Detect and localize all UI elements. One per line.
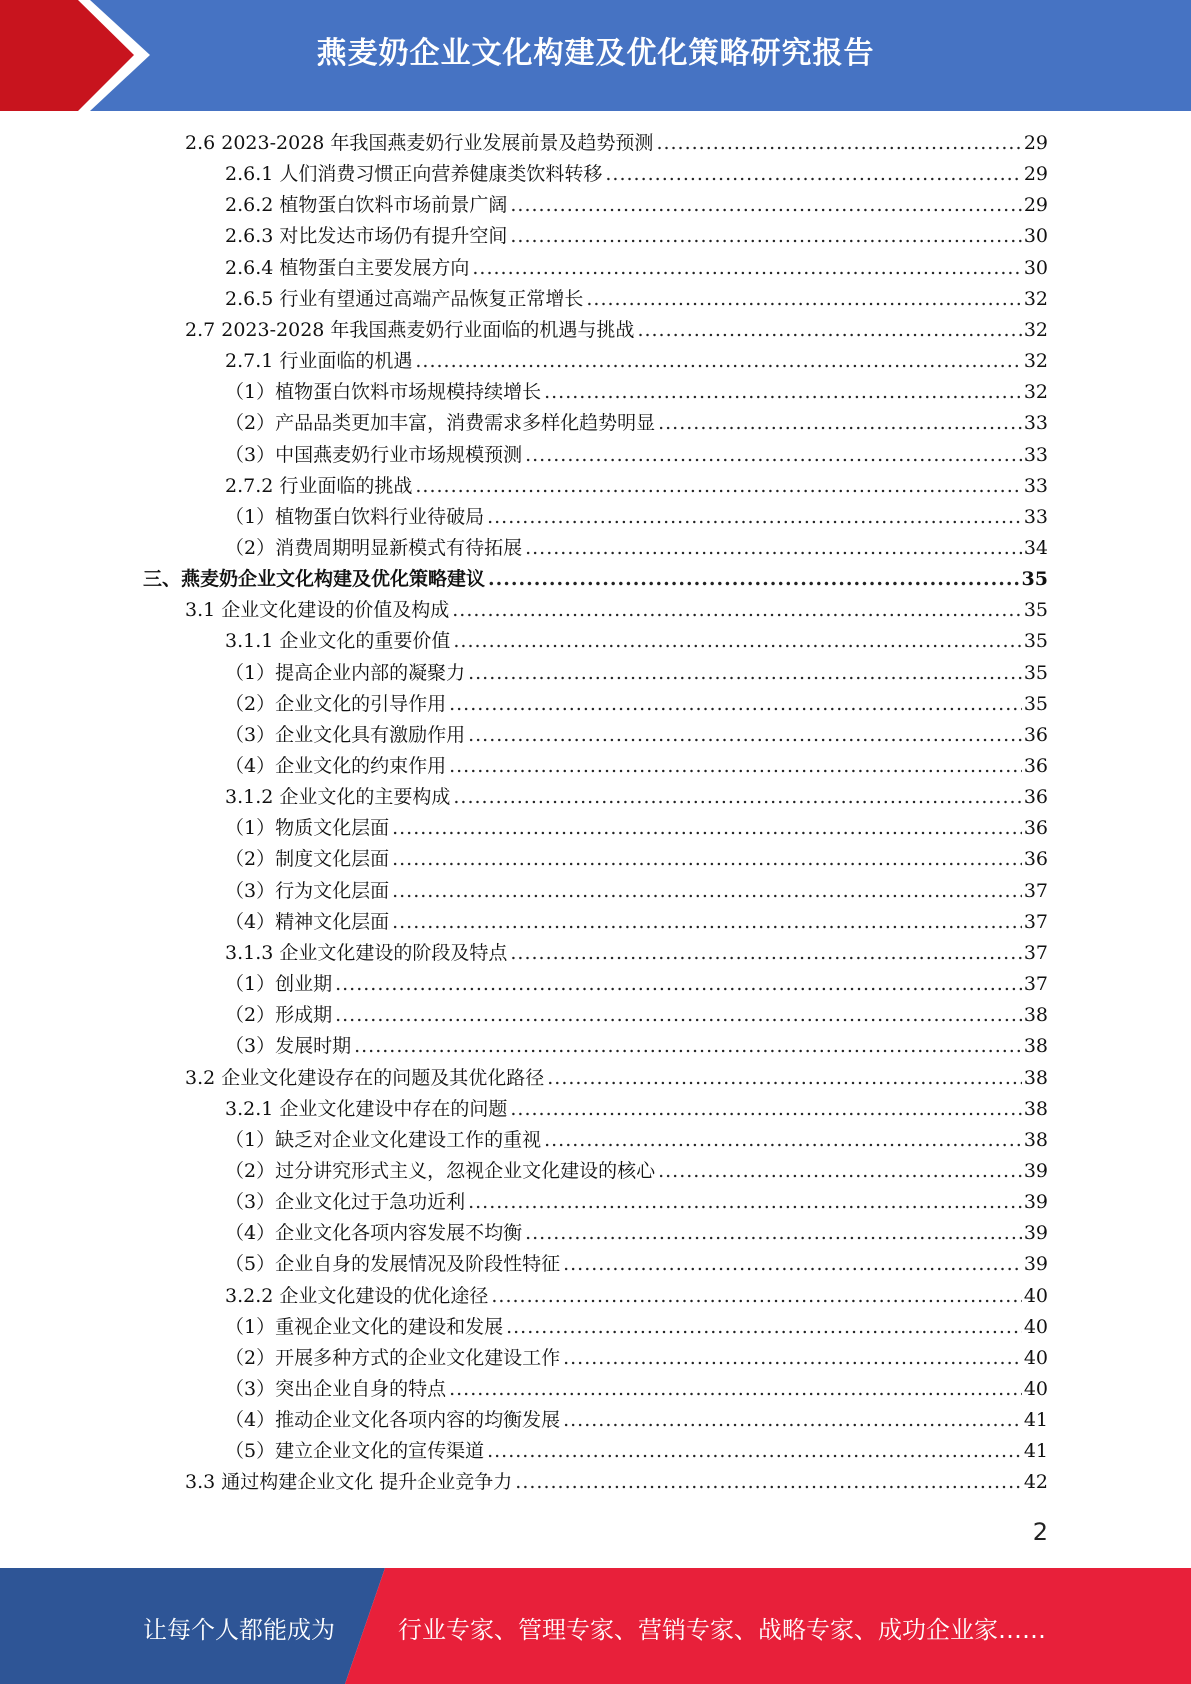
toc-dot-leader	[525, 533, 1022, 564]
toc-entry-page: 32	[1023, 287, 1048, 310]
toc-entry[interactable]	[225, 1249, 1048, 1280]
toc-entry-title: （1）提高企业内部的凝聚力	[225, 661, 466, 684]
toc-dot-leader	[468, 720, 1022, 751]
toc-entry-page: 33	[1023, 505, 1048, 528]
toc-entry-title: （4）精神文化层面	[225, 910, 390, 933]
toc-entry[interactable]	[225, 159, 1048, 190]
toc-entry[interactable]	[225, 346, 1048, 377]
toc-entry-page: 38	[1023, 1004, 1048, 1027]
toc-entry-title: （3）发展时期	[225, 1035, 352, 1058]
toc-entry[interactable]	[225, 190, 1048, 221]
footer-slogan-left: 让每个人都能成为	[143, 1616, 335, 1644]
toc-entry-title: （2）消费周期明显新模式有待拓展	[225, 536, 523, 559]
toc-entry-page: 39	[1023, 1222, 1048, 1245]
toc-dot-leader	[392, 813, 1022, 844]
toc-entry-page: 36	[1023, 817, 1048, 840]
toc-entry-title: 3.1 企业文化建设的价值及构成	[185, 599, 450, 622]
toc-dot-leader	[487, 502, 1022, 533]
toc-entry-title: （1）创业期	[225, 973, 333, 996]
toc-entry[interactable]	[225, 440, 1048, 471]
page-header	[0, 0, 1191, 111]
toc-entry[interactable]	[225, 1281, 1048, 1312]
toc-entry-page: 33	[1023, 412, 1048, 435]
toc-entry-page: 35	[1023, 692, 1048, 715]
toc-entry[interactable]	[225, 502, 1048, 533]
toc-entry-page: 35	[1023, 661, 1048, 684]
toc-entry[interactable]	[225, 1156, 1048, 1187]
toc-entry[interactable]	[225, 1374, 1048, 1405]
toc-entry[interactable]	[225, 471, 1048, 502]
toc-entry-title: 2.6.2 植物蛋白饮料市场前景广阔	[225, 194, 508, 217]
toc-entry-page: 29	[1023, 132, 1048, 154]
toc-entry[interactable]	[225, 938, 1048, 969]
toc-entry-page: 30	[1023, 256, 1048, 279]
toc-entry[interactable]	[143, 564, 1048, 595]
toc-entry[interactable]	[185, 1063, 1048, 1094]
toc-entry[interactable]	[225, 1000, 1048, 1031]
toc-entry-title: （2）产品品类更加丰富，消费需求多样化趋势明显	[225, 412, 656, 435]
toc-entry-page: 32	[1023, 318, 1048, 341]
toc-entry[interactable]	[225, 1343, 1048, 1374]
toc-entry-title: 3.1.2 企业文化的主要构成	[225, 786, 451, 809]
toc-entry[interactable]	[225, 1125, 1048, 1156]
toc-entry-page: 38	[1023, 1035, 1048, 1058]
toc-dot-leader	[658, 408, 1022, 439]
toc-entry-title: （5）建立企业文化的宣传渠道	[225, 1440, 485, 1463]
toc-entry[interactable]	[225, 626, 1048, 657]
toc-entry-page: 39	[1023, 1253, 1048, 1276]
toc-entry[interactable]	[185, 315, 1048, 346]
toc-entry-page: 35	[1023, 630, 1048, 653]
toc-entry[interactable]	[225, 221, 1048, 252]
toc-entry[interactable]	[185, 1467, 1048, 1498]
toc-entry[interactable]	[225, 969, 1048, 1000]
toc-entry[interactable]	[225, 751, 1048, 782]
toc-entry-page: 29	[1023, 194, 1048, 217]
toc-entry[interactable]	[225, 876, 1048, 907]
toc-entry[interactable]	[225, 377, 1048, 408]
toc-entry-title: （4）企业文化各项内容发展不均衡	[225, 1222, 523, 1245]
toc-entry-page: 42	[1023, 1471, 1048, 1494]
toc-entry[interactable]	[225, 1436, 1048, 1467]
toc-entry-title: （1）缺乏对企业文化建设工作的重视	[225, 1128, 542, 1151]
toc-entry-page: 36	[1023, 755, 1048, 777]
toc-entry-title: 3.3 通过构建企业文化 提升企业竞争力	[185, 1471, 513, 1494]
toc-entry-title: 2.7.1 行业面临的机遇	[225, 350, 413, 373]
toc-entry-title: 2.6 2023-2028 年我国燕麦奶行业发展前景及趋势预测	[185, 132, 654, 154]
toc-dot-leader	[563, 1249, 1022, 1280]
toc-dot-leader	[658, 1156, 1022, 1187]
toc-dot-leader	[510, 221, 1021, 252]
toc-entry-page: 36	[1023, 848, 1048, 871]
toc-entry-title: 2.6.4 植物蛋白主要发展方向	[225, 256, 470, 279]
toc-dot-leader	[392, 907, 1022, 938]
toc-entry-title: （3）企业文化过于急功近利	[225, 1191, 466, 1214]
toc-entry-page: 40	[1023, 1284, 1048, 1307]
toc-entry-page: 30	[1023, 225, 1048, 248]
toc-entry[interactable]	[225, 253, 1048, 284]
toc-dot-leader	[605, 159, 1021, 190]
toc-dot-leader	[510, 938, 1021, 969]
toc-entry[interactable]	[225, 1312, 1048, 1343]
toc-entry-page: 36	[1023, 723, 1048, 746]
toc-entry[interactable]	[225, 844, 1048, 875]
toc-entry-page: 37	[1023, 879, 1048, 902]
toc-entry-title: （2）制度文化层面	[225, 848, 390, 871]
toc-dot-leader	[453, 782, 1021, 813]
toc-entry-page: 33	[1023, 474, 1048, 497]
toc-dot-leader	[506, 1312, 1022, 1343]
toc-dot-leader	[449, 689, 1022, 720]
toc-entry[interactable]	[225, 533, 1048, 564]
toc-entry-page: 32	[1023, 381, 1048, 404]
toc-entry-title: （3）中国燕麦奶行业市场规模预测	[225, 443, 523, 466]
toc-entry-page: 34	[1023, 536, 1048, 559]
toc-entry[interactable]	[225, 1218, 1048, 1249]
toc-dot-leader	[544, 1125, 1022, 1156]
toc-entry[interactable]	[185, 595, 1048, 626]
toc-entry-title: 3.2 企业文化建设存在的问题及其优化路径	[185, 1066, 545, 1089]
toc-dot-leader	[415, 346, 1021, 377]
toc-dot-leader	[449, 1374, 1022, 1405]
toc-entry[interactable]	[225, 813, 1048, 844]
toc-entry-page: 32	[1023, 350, 1048, 373]
toc-entry-title: （2）过分讲究形式主义，忽视企业文化建设的核心	[225, 1159, 656, 1182]
toc-entry-page: 41	[1023, 1409, 1048, 1432]
toc-dot-leader	[525, 1218, 1022, 1249]
toc-dot-leader	[392, 876, 1022, 907]
toc-entry[interactable]	[225, 1031, 1048, 1062]
toc-entry-title: 3.2.2 企业文化建设的优化途径	[225, 1284, 489, 1307]
toc-entry-page: 38	[1023, 1066, 1048, 1089]
toc-entry-page: 41	[1023, 1440, 1048, 1463]
toc-entry-page: 38	[1023, 1128, 1048, 1151]
toc-entry-page: 29	[1023, 163, 1048, 186]
toc-entry-page: 35	[1023, 599, 1048, 622]
toc-entry[interactable]	[225, 720, 1048, 751]
toc-entry-page: 37	[1023, 941, 1048, 964]
toc-entry[interactable]	[185, 128, 1048, 159]
toc-entry[interactable]	[225, 782, 1048, 813]
toc-entry[interactable]	[225, 658, 1048, 689]
toc-dot-leader	[468, 658, 1022, 689]
toc-dot-leader	[468, 1187, 1022, 1218]
toc-entry-title: 2.6.1 人们消费习惯正向营养健康类饮料转移	[225, 163, 603, 186]
toc-dot-leader	[525, 440, 1022, 471]
toc-dot-leader	[487, 1436, 1022, 1467]
toc-entry-title: 3.1.3 企业文化建设的阶段及特点	[225, 941, 508, 964]
toc-entry-title: （5）企业自身的发展情况及阶段性特征	[225, 1253, 561, 1276]
toc-entry-title: （1）植物蛋白饮料行业待破局	[225, 505, 485, 528]
toc-dot-leader	[488, 564, 1020, 595]
toc-dot-leader	[547, 1063, 1022, 1094]
toc-entry-title: 2.6.5 行业有望通过高端产品恢复正常增长	[225, 287, 584, 310]
toc-dot-leader	[335, 969, 1022, 1000]
toc-dot-leader	[452, 595, 1022, 626]
document-title: 燕麦奶企业文化构建及优化策略研究报告	[316, 36, 875, 71]
toc-entry-title: 三、燕麦奶企业文化构建及优化策略建议	[143, 568, 486, 591]
toc-dot-leader	[510, 190, 1021, 221]
toc-dot-leader	[544, 377, 1022, 408]
toc-entry-page: 40	[1023, 1378, 1048, 1400]
toc-entry-title: （2）企业文化的引导作用	[225, 692, 447, 715]
toc-entry-title: （3）行为文化层面	[225, 879, 390, 902]
toc-dot-leader	[354, 1031, 1022, 1062]
toc-entry-title: （4）推动企业文化各项内容的均衡发展	[225, 1409, 561, 1432]
toc-entry-page: 37	[1023, 973, 1048, 996]
toc-entry-title: （3）突出企业自身的特点	[225, 1378, 447, 1400]
toc-dot-leader	[563, 1405, 1022, 1436]
toc-entry-title: （1）植物蛋白饮料市场规模持续增长	[225, 381, 542, 404]
toc-entry-title: （1）重视企业文化的建设和发展	[225, 1315, 504, 1338]
toc-entry-title: （3）企业文化具有激励作用	[225, 723, 466, 746]
toc-dot-leader	[515, 1467, 1022, 1498]
toc-dot-leader	[415, 471, 1021, 502]
toc-entry-title: （2）开展多种方式的企业文化建设工作	[225, 1346, 561, 1369]
toc-dot-leader	[510, 1094, 1021, 1125]
toc-entry-title: 2.6.3 对比发达市场仍有提升空间	[225, 225, 508, 248]
toc-dot-leader	[453, 626, 1021, 657]
toc-entry-title: 3.2.1 企业文化建设中存在的问题	[225, 1097, 508, 1120]
toc-entry[interactable]	[225, 907, 1048, 938]
toc-entry[interactable]	[225, 408, 1048, 439]
toc-entry-title: 2.7 2023-2028 年我国燕麦奶行业面临的机遇与挑战	[185, 318, 635, 341]
toc-entry-page: 39	[1023, 1191, 1048, 1214]
toc-dot-leader	[637, 315, 1021, 346]
toc-entry-page: 33	[1023, 443, 1048, 466]
toc-entry-page: 38	[1023, 1097, 1048, 1120]
toc-dot-leader	[656, 128, 1021, 159]
toc-entry-page: 39	[1023, 1159, 1048, 1182]
toc-dot-leader	[491, 1281, 1021, 1312]
toc-entry-page: 35	[1021, 568, 1048, 591]
toc-entry[interactable]	[225, 689, 1048, 720]
toc-dot-leader	[563, 1343, 1022, 1374]
toc-entry[interactable]	[225, 284, 1048, 315]
toc-dot-leader	[472, 253, 1021, 284]
toc-dot-leader	[335, 1000, 1022, 1031]
page-footer	[0, 1568, 1191, 1684]
toc-entry-page: 40	[1023, 1315, 1048, 1338]
toc-entry-page: 40	[1023, 1346, 1048, 1369]
toc-dot-leader	[586, 284, 1021, 315]
toc-entry-title: 3.1.1 企业文化的重要价值	[225, 630, 451, 653]
toc-entry-title: 2.7.2 行业面临的挑战	[225, 474, 413, 497]
toc-entry-page: 36	[1023, 786, 1048, 809]
footer-slogan-right: 行业专家、管理专家、营销专家、战略专家、成功企业家……	[398, 1616, 1046, 1644]
toc-entry-title: （4）企业文化的约束作用	[225, 755, 447, 777]
toc-entry-title: （2）形成期	[225, 1004, 333, 1027]
toc-dot-leader	[449, 751, 1022, 782]
toc-entry-page: 37	[1023, 910, 1048, 933]
toc-entry-title: （1）物质文化层面	[225, 817, 390, 840]
toc-entry[interactable]	[225, 1405, 1048, 1436]
toc-dot-leader	[392, 844, 1022, 875]
toc-entry[interactable]	[225, 1187, 1048, 1218]
page-number: 2	[1032, 1518, 1048, 1546]
toc-entry[interactable]	[225, 1094, 1048, 1125]
